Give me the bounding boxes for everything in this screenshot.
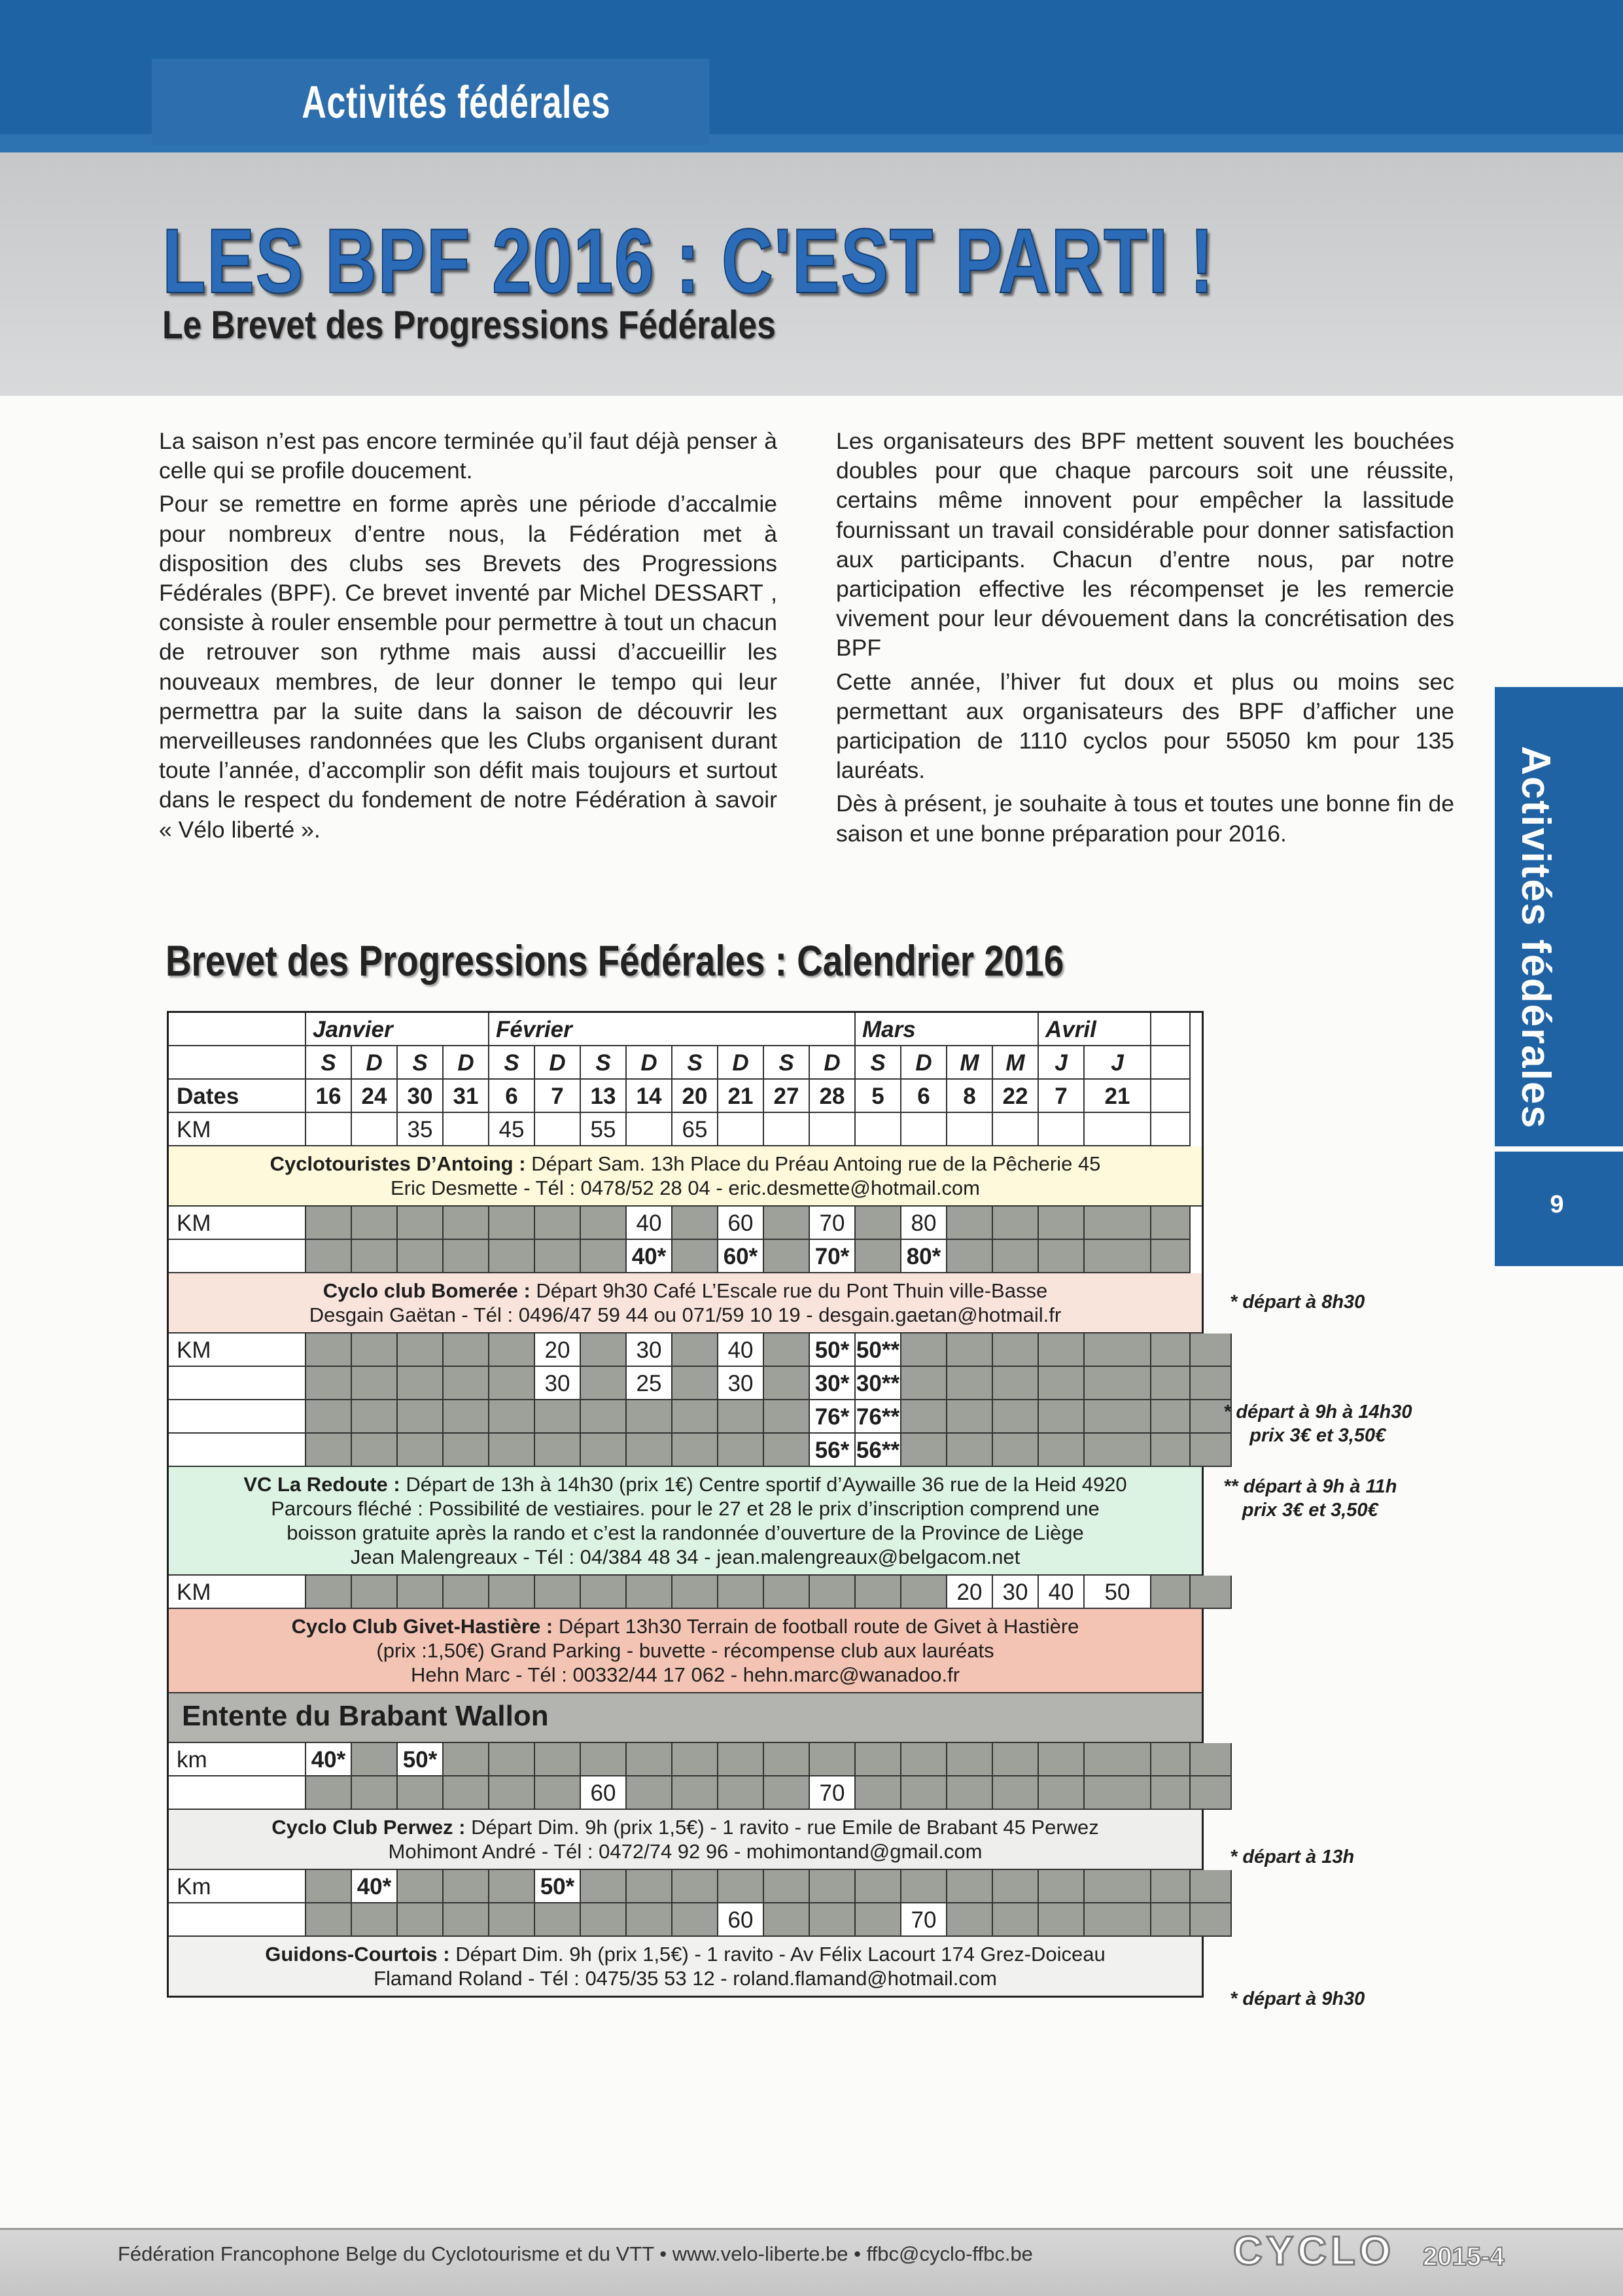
km-label: KM	[169, 1113, 306, 1146]
month-janvier: Janvier	[306, 1013, 489, 1046]
date-cell: 14	[627, 1080, 672, 1113]
club-info-perwez	[169, 1810, 1202, 1870]
km-label: Km	[169, 1870, 306, 1903]
day-cell: D	[627, 1046, 672, 1080]
km-cell: 30*	[810, 1367, 856, 1400]
club-name: VC La Redoute :	[243, 1473, 400, 1496]
intro-left-column	[159, 427, 777, 849]
date-cell: 31	[444, 1080, 489, 1113]
day-cell: D	[901, 1046, 947, 1080]
club-details: Départ Dim. 9h (prix 1,5€) - 1 ravito - rue Emile de Brabant 45 Perwez	[471, 1816, 1099, 1839]
km-cell: 80*	[901, 1240, 947, 1273]
paragraph: Dès à présent, je souhaite à tous et toutes une bonne fin de saison et une bonne préparation pour 2016.	[836, 790, 1454, 847]
km-cell: 56**	[856, 1434, 901, 1467]
club-name: Cyclo Club Givet-Hastière :	[291, 1615, 553, 1638]
days-row	[169, 1046, 1202, 1080]
km-cell: 30**	[856, 1367, 901, 1400]
day-cell: S	[672, 1046, 718, 1080]
date-cell: 7	[1039, 1080, 1085, 1113]
club-details: Départ 13h30 Terrain de football route de Givet à Hastière	[558, 1615, 1079, 1638]
bomeree-km-row-2	[169, 1240, 1202, 1273]
antoing-km-row	[169, 1113, 1202, 1146]
date-cell: 21	[1085, 1080, 1151, 1113]
redoute-km-row-4	[169, 1434, 1202, 1467]
km-cell: 70*	[810, 1240, 856, 1273]
km-cell: 40	[1039, 1576, 1085, 1609]
km-cell: 80	[901, 1207, 947, 1240]
day-cell: S	[764, 1046, 810, 1080]
bomeree-km-row	[169, 1207, 1202, 1240]
km-label: km	[169, 1743, 306, 1776]
note-line: prix 3€ et 3,50€	[1242, 1500, 1378, 1521]
empty-cell	[169, 1013, 306, 1046]
km-cell: 60	[718, 1207, 764, 1240]
date-cell: 24	[352, 1080, 398, 1113]
day-cell: S	[856, 1046, 901, 1080]
date-cell: 7	[535, 1080, 581, 1113]
empty-cell	[1151, 1080, 1191, 1113]
section-label: Activités fédérales	[152, 59, 709, 145]
date-cell: 20	[672, 1080, 718, 1113]
calendar-title: Brevet des Progressions Fédérales : Calendrier 2016	[166, 936, 1064, 985]
day-cell: D	[352, 1046, 398, 1080]
km-cell: 65	[672, 1113, 718, 1146]
perwez-km-row-1	[169, 1743, 1202, 1776]
day-cell: M	[947, 1046, 993, 1080]
paragraph: Pour se remettre en forme après une période d’accalmie pour nombreux d’entre nous, la Fédération met à disposition des clubs ses Brevets des Progressions Fédérales (BPF). Ce brevet inventé par Michel DESSART , consiste à rouler ensemble pour permettre à tout un chacun de retrouver son rythme mais aussi d’accueillir les nouveaux membres, de leur donner le tempo qui leur permettra par la suite dans la saison de découvrir les merveilleuses randonnées que les Clubs organisent durant toute l’année, d’accomplir son défit mais toujours et surtout dans le respect du fondement de notre Fédération à savoir « Vélo liberté ».	[159, 491, 777, 843]
km-cell: 60	[581, 1776, 627, 1810]
bomeree-note: * départ à 8h30	[1230, 1292, 1365, 1313]
km-cell: 30	[993, 1576, 1039, 1609]
date-cell: 8	[947, 1080, 993, 1113]
club-details: (prix :1,50€) Grand Parking - buvette - récompense club aux lauréats	[376, 1639, 994, 1662]
club-info-redoute	[169, 1467, 1202, 1576]
empty-cell	[1151, 1013, 1191, 1046]
date-cell: 16	[306, 1080, 352, 1113]
side-section-label: Activités fédérales	[1513, 746, 1558, 1129]
km-cell: 40*	[352, 1870, 398, 1903]
givet-km-row	[169, 1576, 1202, 1609]
paragraph: Les organisateurs des BPF mettent souvent les bouchées doubles pour que chaque parcours soit une réussite, certains même innovent pour empêcher la lassitude fournissant un travail considérable pour donner satisfaction aux participants. Chacun d’entre nous, par notre participation effective les récompenset je les remercie vivement pour leur dévouement dans la concrétisation des BPF	[836, 428, 1454, 662]
dates-label: Dates	[169, 1080, 306, 1113]
km-cell: 40*	[627, 1240, 672, 1273]
club-contact: Eric Desmette - Tél : 0478/52 28 04 - eric.desmette@hotmail.com	[391, 1176, 980, 1199]
month-mars: Mars	[856, 1013, 1039, 1046]
km-cell: 30	[535, 1367, 581, 1400]
day-cell: S	[398, 1046, 444, 1080]
intro-right-column	[836, 427, 1454, 853]
km-cell: 25	[627, 1367, 672, 1400]
page-number: 9	[1550, 1191, 1564, 1218]
date-cell: 21	[718, 1080, 764, 1113]
redoute-km-row-1	[169, 1333, 1202, 1367]
club-details: Parcours fléché : Possibilité de vestiaires. pour le 27 et 28 le prix d’inscription comprend une	[271, 1497, 1100, 1520]
km-cell: 45	[489, 1113, 535, 1146]
guidons-km-row-1	[169, 1870, 1202, 1903]
km-label: KM	[169, 1207, 306, 1240]
day-cell: D	[535, 1046, 581, 1080]
perwez-note: * départ à 13h	[1230, 1846, 1355, 1867]
paragraph: Cette année, l’hiver fut doux et plus ou moins sec permettant aux organisateurs des BPF d’afficher une participation de 1110 cyclos pour 55050 km pour 135 lauréats.	[836, 668, 1454, 784]
day-cell: D	[718, 1046, 764, 1080]
empty-cell	[169, 1046, 306, 1080]
km-cell: 30	[627, 1333, 672, 1367]
km-cell: 70	[810, 1207, 856, 1240]
day-cell: J	[1085, 1046, 1151, 1080]
club-contact: Jean Malengreaux - Tél : 04/384 48 34 - jean.malengreaux@belgacom.net	[350, 1545, 1021, 1568]
page-title: LES BPF 2016 : C'EST PARTI !	[162, 209, 1215, 312]
km-label: KM	[169, 1333, 306, 1367]
club-details: boisson gratuite après la rando et c’est la randonnée d’ouverture de la Province de Liège	[287, 1521, 1084, 1544]
club-info-antoing	[169, 1146, 1202, 1207]
date-cell: 6	[489, 1080, 535, 1113]
km-cell: 56*	[810, 1434, 856, 1467]
dates-row	[169, 1080, 1202, 1113]
month-avril: Avril	[1039, 1013, 1151, 1046]
club-info-givet	[169, 1609, 1202, 1693]
km-cell: 20	[947, 1576, 993, 1609]
club-contact: Flamand Roland - Tél : 0475/35 53 12 - roland.flamand@hotmail.com	[374, 1967, 997, 1990]
day-cell: D	[810, 1046, 856, 1080]
club-details: Départ de 13h à 14h30 (prix 1€) Centre sportif d’Aywaille 36 rue de la Heid 4920	[406, 1473, 1127, 1496]
km-cell: 50*	[810, 1333, 856, 1367]
redoute-km-row-2	[169, 1367, 1202, 1400]
date-cell: 6	[901, 1080, 947, 1113]
redoute-note-1	[1223, 1400, 1412, 1447]
club-name: Cyclo Club Perwez :	[271, 1816, 466, 1839]
club-details: Départ Dim. 9h (prix 1,5€) - 1 ravito - Av Félix Lacourt 174 Grez-Doiceau	[455, 1943, 1106, 1966]
club-name: Cyclotouristes D’Antoing :	[270, 1152, 526, 1175]
km-cell: 50*	[535, 1870, 581, 1903]
km-cell: 55	[581, 1113, 627, 1146]
entente-heading: Entente du Brabant Wallon	[169, 1693, 1202, 1743]
date-cell: 28	[810, 1080, 856, 1113]
km-cell: 60*	[718, 1240, 764, 1273]
km-cell: 20	[535, 1333, 581, 1367]
page-subtitle: Le Brevet des Progressions Fédérales	[162, 303, 776, 347]
km-cell: 70	[901, 1903, 947, 1937]
date-cell: 22	[993, 1080, 1039, 1113]
club-details: Départ Sam. 13h Place du Préau Antoing rue de la Pêcherie 45	[531, 1152, 1101, 1175]
km-cell: 35	[398, 1113, 444, 1146]
day-cell: S	[489, 1046, 535, 1080]
club-details: Départ 9h30 Café L’Escale rue du Pont Thuin ville-Basse	[536, 1279, 1048, 1302]
km-label: KM	[169, 1576, 306, 1609]
footer-issue: 2015-4	[1423, 2242, 1505, 2271]
club-info-bomeree	[169, 1273, 1202, 1333]
club-contact: Hehn Marc - Tél : 00332/44 17 062 - hehn.marc@wanadoo.fr	[410, 1663, 960, 1686]
km-cell: 50**	[856, 1333, 901, 1367]
km-cell: 30	[718, 1367, 764, 1400]
club-contact: Mohimont André - Tél : 0472/74 92 96 - mohimontand@gmail.com	[388, 1840, 983, 1863]
note-line: ** départ à 9h à 11h	[1223, 1476, 1397, 1497]
km-cell: 70	[810, 1776, 856, 1810]
month-row	[169, 1013, 1202, 1046]
date-cell: 27	[764, 1080, 810, 1113]
club-info-guidons	[169, 1937, 1202, 1996]
guidons-note: * départ à 9h30	[1230, 1988, 1365, 2009]
perwez-km-row-2	[169, 1776, 1202, 1810]
day-cell: J	[1039, 1046, 1085, 1080]
month-fevrier: Février	[489, 1013, 856, 1046]
km-cell: 60	[718, 1903, 764, 1937]
km-cell: 50	[1085, 1576, 1151, 1609]
day-cell: S	[581, 1046, 627, 1080]
date-cell: 30	[398, 1080, 444, 1113]
day-cell: S	[306, 1046, 352, 1080]
km-cell: 40*	[306, 1743, 352, 1776]
redoute-km-row-3	[169, 1400, 1202, 1434]
guidons-km-row-2	[169, 1903, 1202, 1937]
date-cell: 13	[581, 1080, 627, 1113]
calendar-table	[167, 1011, 1204, 1998]
km-cell: 50*	[398, 1743, 444, 1776]
empty-cell	[1151, 1046, 1191, 1080]
footer-brand: CYCLO	[1233, 2229, 1395, 2274]
footer-text: Fédération Francophone Belge du Cyclotourisme et du VTT • www.velo-liberte.be • ffbc@cyclo-ffbc.be	[118, 2242, 1033, 2265]
day-cell: M	[993, 1046, 1039, 1080]
side-divider	[1495, 1146, 1623, 1152]
redoute-note-2	[1223, 1475, 1397, 1522]
club-contact: Desgain Gaëtan - Tél : 0496/47 59 44 ou 071/59 10 19 - desgain.gaetan@hotmail.fr	[309, 1303, 1062, 1326]
km-cell: 76**	[856, 1400, 901, 1434]
club-name: Guidons-Courtois :	[265, 1943, 450, 1966]
note-line: prix 3€ et 3,50€	[1249, 1425, 1386, 1446]
km-cell: 40	[627, 1207, 672, 1240]
club-name: Cyclo club Bomerée :	[323, 1279, 531, 1302]
km-cell: 76*	[810, 1400, 856, 1434]
date-cell: 5	[856, 1080, 901, 1113]
km-cell: 40	[718, 1333, 764, 1367]
paragraph: La saison n’est pas encore terminée qu’il faut déjà penser à celle qui se profile doucement.	[159, 428, 777, 484]
note-line: * départ à 9h à 14h30	[1223, 1402, 1412, 1422]
day-cell: D	[444, 1046, 489, 1080]
